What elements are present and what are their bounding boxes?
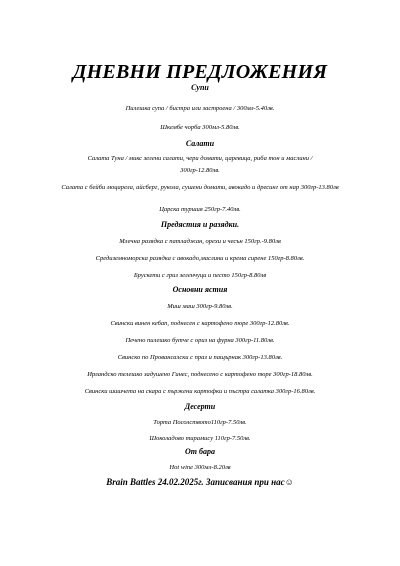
menu-item: Hot wine 300мл-8.20лв xyxy=(169,464,231,471)
section-heading-desserts: Десерти xyxy=(184,402,216,411)
section-heading-starters: Предястия и разядки. xyxy=(160,220,240,229)
menu-item: Шкембе чорба 300мл-5.80лв. xyxy=(160,124,240,131)
section-heading-salads: Салати xyxy=(185,139,215,148)
menu-item: Ирландско телешко задушено Гинес, поднесено с картофено пюре 300гр-18.80лв. xyxy=(87,371,313,378)
menu-item: Средиземноморска разядка с авокадо,маслини и крема сирене 150гр-8.80лв. xyxy=(95,255,305,262)
footer-note: Brain Battles 24.02.2025г. Записвания при нас☺ xyxy=(106,477,294,487)
menu-item: Брускети с гриз зеленчуци и песто 150гр-8.80лв xyxy=(133,272,267,279)
menu-item: Печено пилешко бутче с ориз на фурна 300гр-11.80лв. xyxy=(125,337,275,344)
section-heading-mains: Основни ястия xyxy=(172,285,228,294)
menu-item: Млечна разядка с патладжан, орехи и чесън 150гр.-9.80лв xyxy=(119,238,281,245)
menu-item: Салата Туна / микс зелени салати, чери домати, царевица, риба тон и маслини / xyxy=(87,155,313,162)
menu-item: Свинско по Провансалски с праз и пащърнак 300гр-13.80лв. xyxy=(117,354,283,361)
menu-item: Миш маш 300гр-9.80лв. xyxy=(167,303,233,310)
section-heading-bar: От бара xyxy=(185,447,215,456)
menu-item: Салата с бейби моцарела, айсберг, рукола, сушени домати, авокадо и дресинг от нар 300гр-13.80лв xyxy=(61,184,339,191)
page-title: ДНЕВНИ ПРЕДЛОЖЕНИЯ xyxy=(72,61,328,83)
menu-item: Царска туршия 250гр-7.40лв. xyxy=(159,206,241,213)
menu-item: Свински винен кебап, поднесен с картофено пюре 300гр-12.80лв. xyxy=(110,320,290,327)
menu-item: Пилешка супа / бистра или застроена / 300мл-5.40лв. xyxy=(125,105,275,112)
menu-item: Свински шишчета на скара с пържени картофки и пъстра салатка 300гр-16.80лв. xyxy=(84,388,316,395)
menu-item: Шоколадово тирамису 110гр-7.50лв. xyxy=(149,435,251,442)
menu-item: Торта Посолството110гр-7.50лв. xyxy=(153,419,247,426)
menu-item: 300гр-12.80лв. xyxy=(180,167,220,174)
section-heading-soups: Супи xyxy=(191,83,209,92)
